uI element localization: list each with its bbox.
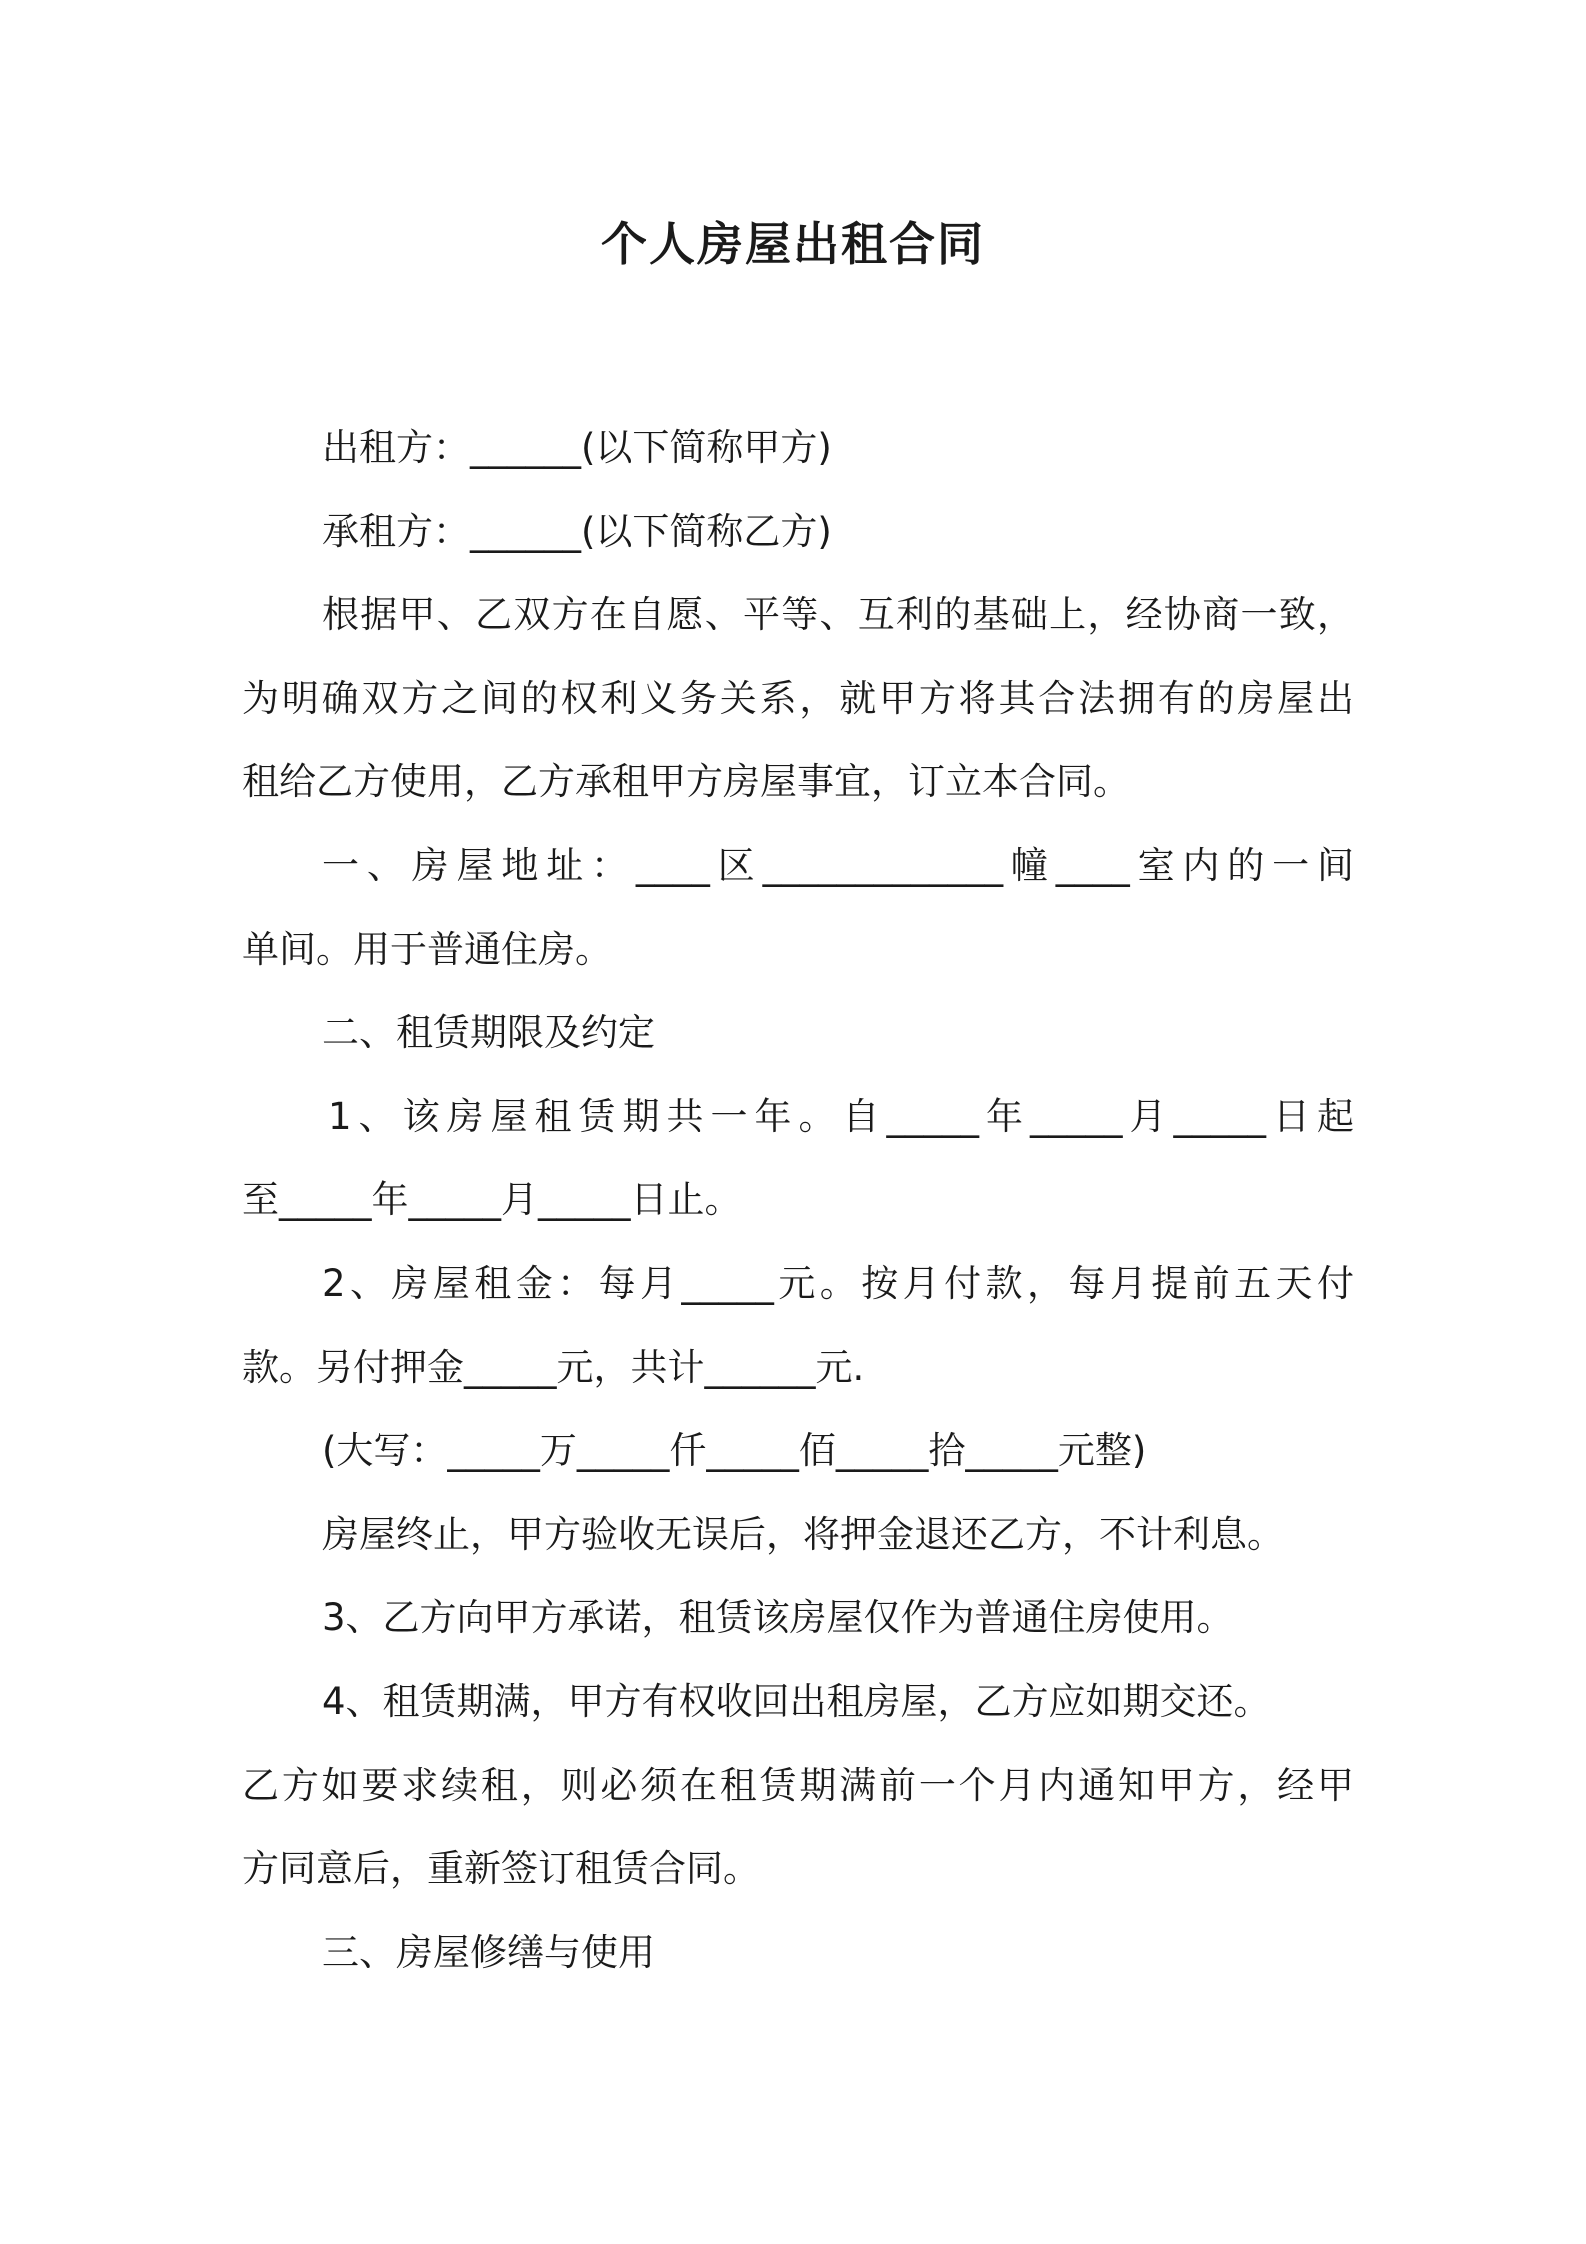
lessee-line: 承租方：______(以下简称乙方) [322, 509, 832, 553]
clause-2-2-line-2: 款。另付押金_____元，共计______元. [242, 1345, 865, 1389]
preamble-line-1: 根据甲、乙双方在自愿、平等、互利的基础上，经协商一致， [322, 593, 1354, 637]
preamble-line-2: 为明确双方之间的权利义务关系，就甲方将其合法拥有的房屋出 [242, 676, 1354, 720]
clause-2-4-line-1: 4、租赁期满，甲方有权收回出租房屋，乙方应如期交还。 [322, 1679, 1271, 1723]
document-body [242, 406, 1354, 1994]
clause-2-3: 3、乙方向甲方承诺，租赁该房屋仅作为普通住房使用。 [322, 1596, 1234, 1640]
preamble-line-3: 租给乙方使用，乙方承租甲方房屋事宜，订立本合同。 [242, 760, 1130, 804]
document-title: 个人房屋出租合同 [601, 217, 985, 271]
clause-2-2-amount-in-words: (大写：_____万_____仟_____佰_____拾_____元整) [322, 1429, 1147, 1473]
clause-2-2-deposit-refund: 房屋终止，甲方验收无误后，将押金退还乙方，不计利息。 [322, 1512, 1284, 1556]
lessor-line: 出租方：______(以下简称甲方) [322, 426, 832, 469]
clause-3-heading: 三、房屋修缮与使用 [322, 1930, 655, 1974]
clause-2-1-line-2: 至_____年_____月_____日止。 [242, 1178, 742, 1222]
clause-1-address-line-1: 一、房屋地址：____区_____________幢____室内的一间 [322, 843, 1354, 887]
clause-2-heading: 二、租赁期限及约定 [322, 1011, 655, 1055]
clause-2-4-line-3: 方同意后，重新签订租赁合同。 [242, 1847, 760, 1891]
clause-2-2-line-1: 2、房屋租金：每月_____元。按月付款，每月提前五天付 [322, 1261, 1354, 1305]
clause-2-4-line-2: 乙方如要求续租，则必须在租赁期满前一个月内通知甲方，经甲 [242, 1763, 1354, 1807]
clause-1-address-line-2: 单间。用于普通住房。 [242, 927, 612, 971]
clause-2-1-line-1: 1、该房屋租赁期共一年。自_____年_____月_____日起 [328, 1094, 1354, 1138]
